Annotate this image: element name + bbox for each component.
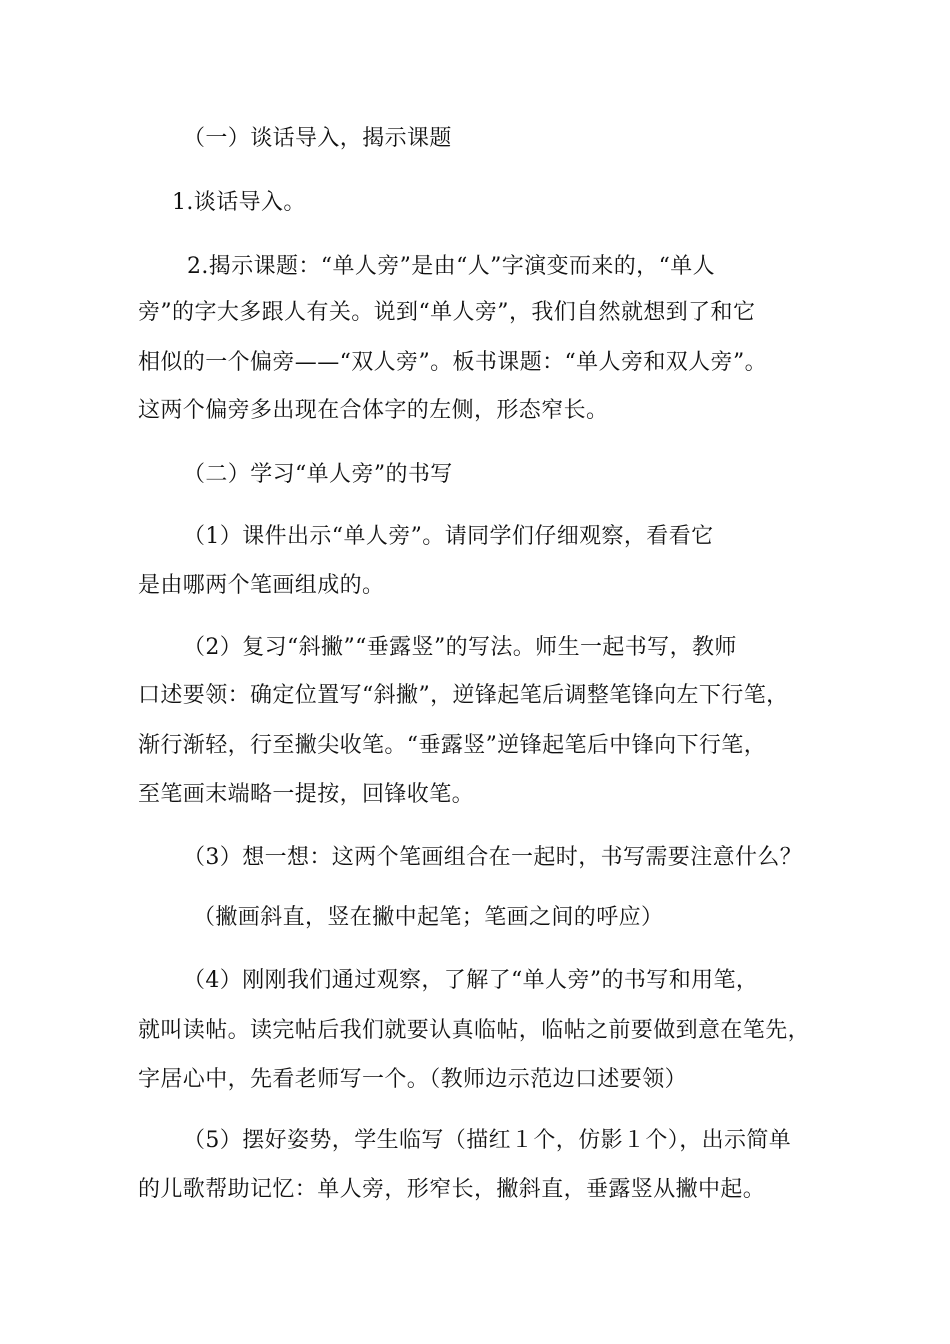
paragraph-line: 口述要领：确定位置写“斜撇”，逆锋起笔后调整笔锋向左下行笔， <box>138 683 789 708</box>
section-heading-intro: （一）谈话导入，揭示课题 <box>183 126 452 151</box>
paragraph-line: 的儿歌帮助记忆：单人旁，形窄长，撇斜直，垂露竖从撇中起。 <box>138 1177 766 1202</box>
paragraph-line: 至笔画末端略一提按，回锋收笔。 <box>138 782 475 807</box>
paragraph-step-3: （3）想一想：这两个笔画组合在一起时，书写需要注意什么？ <box>183 845 803 870</box>
paragraph-line: （5）摆好姿势，学生临写（描红１个，仿影１个），出示简单 <box>183 1128 792 1153</box>
paragraph-line: 旁”的字大多跟人有关。说到“单人旁”，我们自然就想到了和它 <box>138 300 756 325</box>
paragraph-step-3-answer: （撇画斜直，竖在撇中起笔；笔画之间的呼应） <box>193 905 664 930</box>
paragraph-line: 就叫读帖。读完帖后我们就要认真临帖，临帖之前要做到意在笔先， <box>138 1018 811 1043</box>
paragraph-line: 渐行渐轻，行至撇尖收笔。“垂露竖”逆锋起笔后中锋向下行笔， <box>138 733 767 758</box>
section-heading-study: （二）学习“单人旁”的书写 <box>183 462 453 487</box>
paragraph-line: （4）刚刚我们通过观察，了解了“单人旁”的书写和用笔， <box>183 968 759 993</box>
paragraph-line: 字居心中，先看老师写一个。（教师边示范边口述要领） <box>138 1067 688 1092</box>
paragraph-line: 是由哪两个笔画组成的。 <box>138 573 385 598</box>
paragraph-line: 相似的一个偏旁——“双人旁”。板书课题：“单人旁和双人旁”。 <box>138 350 767 375</box>
paragraph-line: 2.揭示课题：“单人旁”是由“人”字演变而来的，“单人 <box>187 254 716 279</box>
paragraph-line: 这两个偏旁多出现在合体字的左侧，形态窄长。 <box>138 398 609 423</box>
paragraph-item-1: 1.谈话导入。 <box>172 190 306 215</box>
paragraph-line: （2）复习“斜撇”“垂露竖”的写法。师生一起书写，教师 <box>183 635 737 660</box>
paragraph-line: （1）课件出示“单人旁”。请同学们仔细观察，看看它 <box>183 524 714 549</box>
